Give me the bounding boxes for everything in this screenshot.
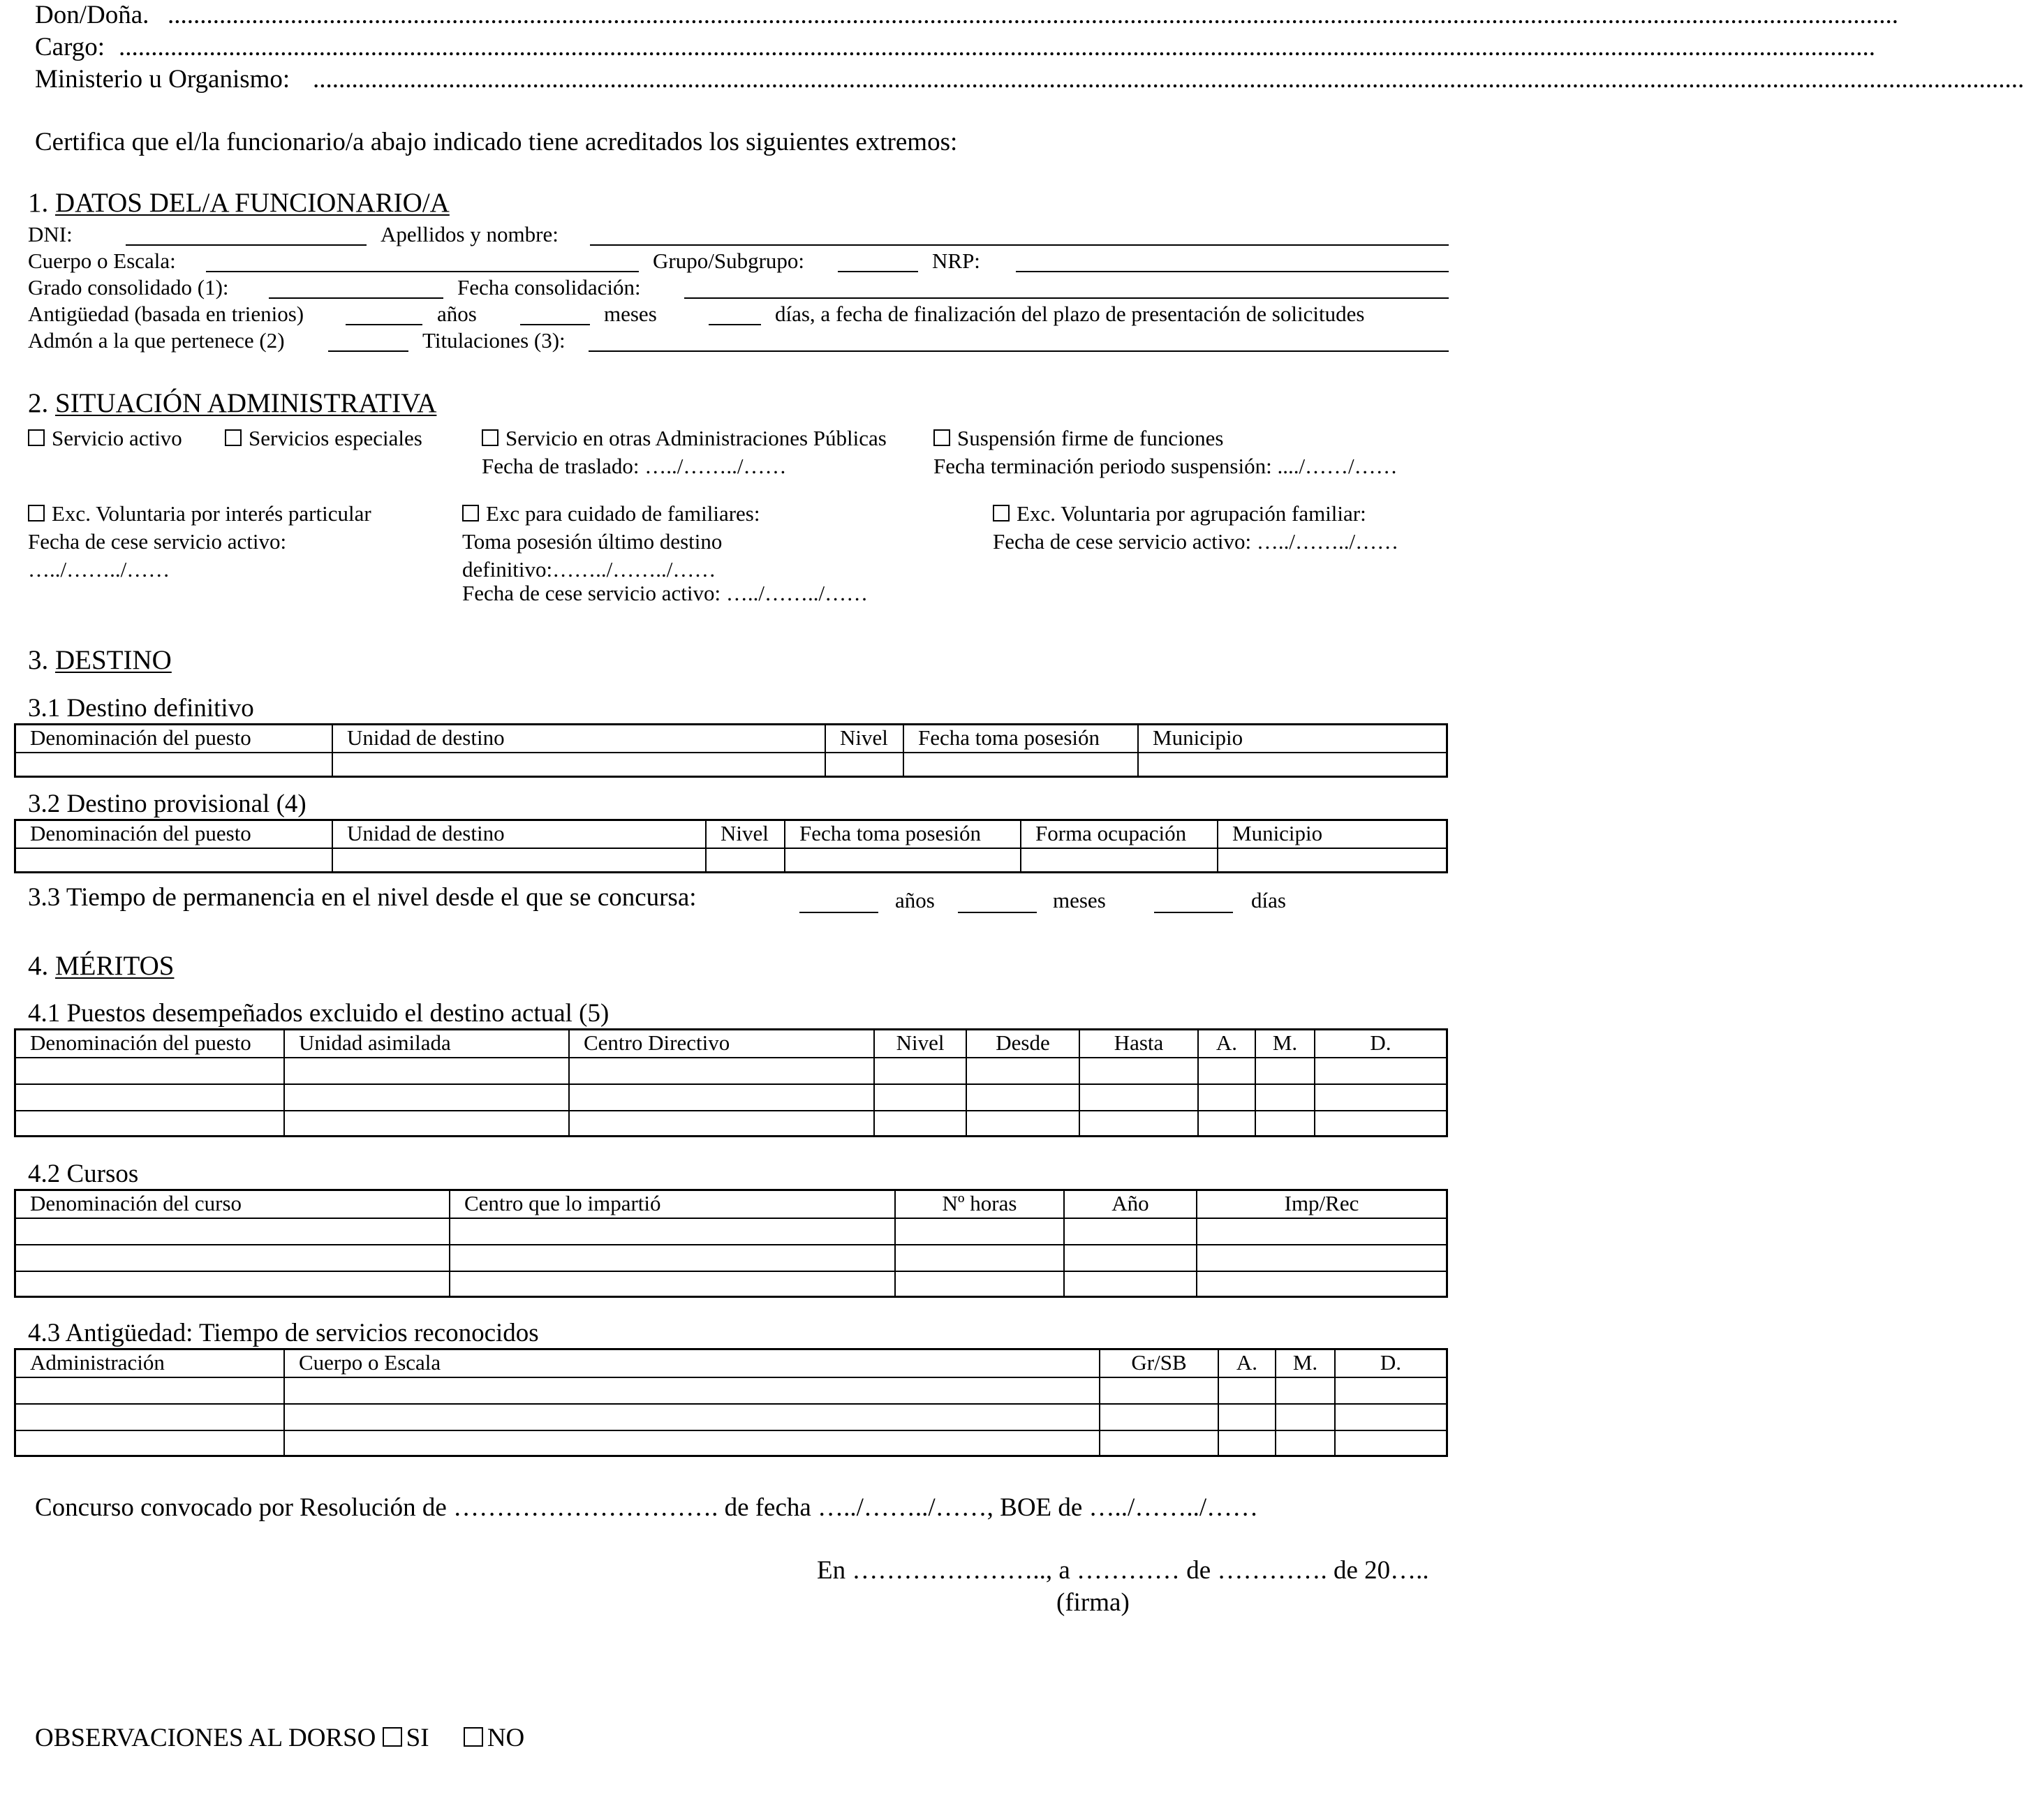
permanencia-label: 3.3 Tiempo de permanencia en el nivel desde el que se concursa:	[28, 883, 697, 912]
header-cell: M.	[1255, 1030, 1314, 1057]
table-cell[interactable]	[332, 849, 705, 871]
table-cell[interactable]	[16, 849, 332, 871]
table-cell[interactable]	[1275, 1405, 1334, 1430]
table-cell[interactable]	[966, 1111, 1079, 1135]
fecha-cese-2: Fecha de cese servicio activo: …../……../……	[462, 581, 869, 605]
table-header-row	[16, 1030, 1446, 1057]
destino-definitivo-title: 3.1 Destino definitivo	[28, 694, 254, 723]
dni-label: DNI:	[28, 222, 73, 246]
table-row[interactable]	[16, 1244, 1446, 1271]
header-cell: A.	[1218, 1350, 1275, 1377]
table-cell[interactable]	[1255, 1085, 1314, 1110]
don-label: Don/Doña.	[35, 1, 149, 29]
table-cell[interactable]	[1063, 1272, 1196, 1296]
table-cell[interactable]	[894, 1219, 1063, 1244]
table-cell[interactable]	[332, 753, 825, 776]
fecha-cese-1: Fecha de cese servicio activo:	[28, 529, 287, 554]
table-cell[interactable]	[449, 1272, 894, 1296]
suspension-option[interactable]: Suspensión firme de funciones	[933, 426, 1223, 451]
table-cell[interactable]	[283, 1405, 1099, 1430]
table-cell[interactable]	[1334, 1378, 1446, 1403]
lugar-fecha: En ………………….., a ………… de …………. de 20…..	[817, 1556, 1429, 1585]
table-cell[interactable]	[1099, 1378, 1218, 1403]
table-cell[interactable]	[449, 1219, 894, 1244]
apellidos-label: Apellidos y nombre:	[381, 222, 559, 246]
si-option[interactable]: SI	[383, 1724, 429, 1752]
antiguedad-table	[14, 1348, 1448, 1457]
header-cell: Unidad de destino	[332, 821, 705, 848]
antiguedad-label: Antigüedad (basada en trienios)	[28, 302, 304, 326]
table-cell[interactable]	[1218, 1431, 1275, 1455]
servicios-especiales-option[interactable]: Servicios especiales	[225, 426, 422, 451]
observaciones	[35, 1723, 524, 1753]
ministerio-field[interactable]: .........................................................................................................................................................................................................................................................................	[313, 65, 2024, 94]
table-row[interactable]	[16, 1110, 1446, 1135]
table-cell[interactable]	[825, 753, 903, 776]
table-cell[interactable]	[16, 1245, 449, 1271]
header-cell: Municipio	[1217, 821, 1446, 848]
table-cell[interactable]	[1197, 1058, 1255, 1083]
fecha-cese-1-value: …../……../……	[28, 557, 170, 582]
table-cell[interactable]	[1314, 1058, 1446, 1083]
header-cell: Centro que lo impartió	[449, 1191, 894, 1218]
checkbox-icon[interactable]	[383, 1727, 402, 1747]
table-cell[interactable]	[873, 1085, 966, 1110]
table-header-row	[16, 1350, 1446, 1377]
table-cell[interactable]	[966, 1058, 1079, 1083]
table-cell[interactable]	[1334, 1405, 1446, 1430]
cursos-table	[14, 1189, 1448, 1298]
antiguedad-dias-field[interactable]	[709, 324, 761, 325]
admon-label: Admón a la que pertenece (2)	[28, 328, 285, 353]
table-row[interactable]	[16, 1057, 1446, 1083]
table-cell[interactable]	[784, 849, 1020, 871]
header-cell: Denominación del curso	[30, 1191, 242, 1215]
header-cell: D.	[1314, 1030, 1446, 1057]
table-row[interactable]	[16, 752, 1446, 776]
table-cell[interactable]	[449, 1245, 894, 1271]
puestos-table	[14, 1028, 1448, 1137]
table-cell[interactable]	[873, 1111, 966, 1135]
header-cell: A.	[1197, 1030, 1255, 1057]
puestos-title: 4.1 Puestos desempeñados excluido el destino actual (5)	[28, 999, 610, 1028]
table-cell[interactable]	[1197, 1085, 1255, 1110]
checkbox-icon[interactable]	[28, 429, 45, 446]
header-cell: Nivel	[825, 725, 903, 752]
table-cell[interactable]	[894, 1272, 1063, 1296]
toma-posesion: Toma posesión último destino	[462, 529, 723, 554]
table-cell[interactable]	[1099, 1405, 1218, 1430]
table-row[interactable]	[16, 1403, 1446, 1430]
fecha-terminacion: Fecha terminación periodo suspensión: ..../……/……	[933, 454, 1398, 478]
checkbox-icon[interactable]	[993, 505, 1010, 521]
certifica-text: Certifica que el/la funcionario/a abajo indicado tiene acreditados los siguientes extremos:	[35, 128, 958, 156]
table-cell[interactable]	[1079, 1085, 1197, 1110]
exc-interes-option[interactable]: Exc. Voluntaria por interés particular	[28, 501, 371, 526]
destino-provisional-table	[14, 819, 1448, 873]
table-cell[interactable]	[1275, 1378, 1334, 1403]
table-cell[interactable]	[1079, 1058, 1197, 1083]
admon-field[interactable]	[328, 350, 408, 352]
header-cell: Cuerpo o Escala	[283, 1350, 1099, 1377]
table-header-row	[16, 1191, 1446, 1218]
antiguedad-dias-label: días, a fecha de finalización del plazo de presentación de solicitudes	[775, 302, 1365, 326]
permanencia-dias-label: días	[1251, 888, 1286, 912]
table-cell[interactable]	[1197, 1111, 1255, 1135]
antiguedad-title: 4.3 Antigüedad: Tiempo de servicios reconocidos	[28, 1319, 539, 1347]
table-cell[interactable]	[894, 1245, 1063, 1271]
table-cell[interactable]	[1255, 1058, 1314, 1083]
table-cell[interactable]	[568, 1058, 873, 1083]
antiguedad-meses-label: meses	[604, 302, 657, 326]
header-cell: Fecha toma posesión	[784, 821, 1020, 848]
servicio-otras-option[interactable]: Servicio en otras Administraciones Públicas	[482, 426, 887, 451]
table-row[interactable]	[16, 1271, 1446, 1296]
table-header-row	[16, 821, 1446, 848]
definitivo: definitivo:……../……../……	[462, 557, 716, 582]
exc-cuidado-option[interactable]: Exc para cuidado de familiares:	[462, 501, 760, 526]
table-cell[interactable]	[16, 1219, 449, 1244]
cargo-label: Cargo:	[35, 33, 105, 61]
table-cell[interactable]	[1217, 849, 1446, 871]
table-cell[interactable]	[16, 1058, 283, 1083]
fecha-traslado: Fecha de traslado: …../……../……	[482, 454, 787, 478]
table-cell[interactable]	[16, 1272, 449, 1296]
header-cell: Centro Directivo	[568, 1030, 873, 1057]
header-cell: Fecha toma posesión	[903, 725, 1137, 752]
table-cell[interactable]	[1218, 1378, 1275, 1403]
header-cell: Denominación del puesto	[30, 821, 251, 845]
table-cell[interactable]	[1218, 1405, 1275, 1430]
destino-provisional-title: 3.2 Destino provisional (4)	[28, 790, 306, 818]
section-2-heading: 2. SITUACIÓN ADMINISTRATIVA	[28, 388, 437, 418]
table-cell[interactable]	[16, 1431, 283, 1455]
nrp-field[interactable]	[1016, 271, 1449, 272]
table-cell[interactable]	[283, 1085, 568, 1110]
header-cell: Unidad asimilada	[283, 1030, 568, 1057]
table-cell[interactable]	[283, 1431, 1099, 1455]
header-cell: Desde	[966, 1030, 1079, 1057]
cursos-title: 4.2 Cursos	[28, 1160, 139, 1188]
apellidos-field[interactable]	[590, 244, 1449, 246]
header-cell: Municipio	[1137, 725, 1446, 752]
table-row[interactable]	[16, 1218, 1446, 1244]
checkbox-icon[interactable]	[464, 1727, 483, 1747]
antiguedad-anos-field[interactable]	[346, 324, 422, 325]
header-cell: Imp/Rec	[1196, 1191, 1446, 1218]
ministerio-label: Ministerio u Organismo:	[35, 65, 290, 94]
table-cell[interactable]	[283, 1058, 568, 1083]
section-3-heading: 3. DESTINO	[28, 645, 172, 675]
table-cell[interactable]	[1079, 1111, 1197, 1135]
nrp-label: NRP:	[932, 249, 980, 273]
table-cell[interactable]	[1255, 1111, 1314, 1135]
table-cell[interactable]	[283, 1378, 1099, 1403]
table-cell[interactable]	[568, 1111, 873, 1135]
table-cell[interactable]	[1334, 1431, 1446, 1455]
servicio-activo-option[interactable]: Servicio activo	[28, 426, 182, 451]
table-cell[interactable]	[1196, 1272, 1446, 1296]
section-4-heading: 4. MÉRITOS	[28, 951, 175, 981]
checkbox-icon[interactable]	[482, 429, 498, 446]
table-cell[interactable]	[16, 753, 332, 776]
table-cell[interactable]	[1063, 1245, 1196, 1271]
cuerpo-field[interactable]	[206, 271, 639, 272]
checkbox-icon[interactable]	[28, 505, 45, 521]
grupo-field[interactable]	[838, 271, 918, 272]
table-row[interactable]	[16, 1083, 1446, 1110]
dni-field[interactable]	[126, 244, 367, 246]
permanencia-meses-field[interactable]	[958, 912, 1037, 913]
header-cell: Año	[1063, 1191, 1196, 1218]
header-cell: Denominación del puesto	[30, 725, 251, 750]
header-cell: Unidad de destino	[332, 725, 825, 752]
table-cell[interactable]	[1314, 1085, 1446, 1110]
cargo-field[interactable]: ................................................................................................................................................................................................................................................................................	[119, 33, 1875, 61]
titulaciones-field[interactable]	[589, 350, 1449, 352]
header-cell: Nivel	[705, 821, 784, 848]
header-cell: Forma ocupación	[1020, 821, 1217, 848]
table-cell[interactable]	[16, 1378, 283, 1403]
table-cell[interactable]	[16, 1405, 283, 1430]
table-cell[interactable]	[1099, 1431, 1218, 1455]
table-cell[interactable]	[568, 1085, 873, 1110]
table-cell[interactable]	[705, 849, 784, 871]
firma-label: (firma)	[1056, 1588, 1130, 1617]
grupo-label: Grupo/Subgrupo:	[653, 249, 804, 273]
header-cell: D.	[1334, 1350, 1446, 1377]
grado-label: Grado consolidado (1):	[28, 275, 229, 299]
table-row[interactable]	[16, 1377, 1446, 1403]
cuerpo-label: Cuerpo o Escala:	[28, 249, 176, 273]
permanencia-dias-field[interactable]	[1154, 912, 1233, 913]
permanencia-meses-label: meses	[1053, 888, 1106, 912]
table-cell[interactable]	[1275, 1431, 1334, 1455]
header-cell: Administración	[30, 1350, 165, 1375]
titulaciones-label: Titulaciones (3):	[422, 328, 566, 353]
header-cell: Nº horas	[894, 1191, 1063, 1218]
permanencia-anos-field[interactable]	[799, 912, 878, 913]
header-cell: M.	[1275, 1350, 1334, 1377]
table-cell[interactable]	[16, 1085, 283, 1110]
table-cell[interactable]	[1196, 1219, 1446, 1244]
header-cell: Denominación del puesto	[30, 1030, 251, 1055]
table-row[interactable]	[16, 1430, 1446, 1455]
antiguedad-anos-label: años	[437, 302, 477, 326]
exc-agrupacion-option[interactable]: Exc. Voluntaria por agrupación familiar:	[993, 501, 1366, 526]
table-header-row	[16, 725, 1446, 752]
table-cell[interactable]	[1137, 753, 1446, 776]
table-cell[interactable]	[873, 1058, 966, 1083]
table-cell[interactable]	[903, 753, 1137, 776]
fecha-consolidacion-label: Fecha consolidación:	[457, 275, 641, 299]
table-cell[interactable]	[966, 1085, 1079, 1110]
fecha-consolidacion-field[interactable]	[684, 297, 1449, 299]
table-cell[interactable]	[1314, 1111, 1446, 1135]
table-cell[interactable]	[1020, 849, 1217, 871]
table-cell[interactable]	[283, 1111, 568, 1135]
concurso-text: Concurso convocado por Resolución de …………………………. de fecha …../……../……, BOE de …../……../……	[35, 1493, 1259, 1522]
fecha-cese-3: Fecha de cese servicio activo: …../……../……	[993, 529, 1399, 554]
table-cell[interactable]	[1196, 1245, 1446, 1271]
table-cell[interactable]	[1063, 1219, 1196, 1244]
don-field[interactable]: ............................................................................................................................................................................................................................................................................	[168, 1, 1898, 29]
header-cell: Gr/SB	[1099, 1350, 1218, 1377]
permanencia-anos-label: años	[895, 888, 935, 912]
header-cell: Nivel	[873, 1030, 966, 1057]
section-1-heading: 1. DATOS DEL/A FUNCIONARIO/A	[28, 188, 450, 218]
destino-definitivo-table	[14, 723, 1448, 778]
checkbox-icon[interactable]	[462, 505, 479, 521]
checkbox-icon[interactable]	[933, 429, 950, 446]
header-cell: Hasta	[1079, 1030, 1197, 1057]
table-cell[interactable]	[16, 1111, 283, 1135]
grado-field[interactable]	[269, 297, 443, 299]
checkbox-icon[interactable]	[225, 429, 242, 446]
observaciones-label: OBSERVACIONES AL DORSO	[35, 1724, 376, 1752]
no-option[interactable]: NO	[464, 1724, 524, 1752]
table-row[interactable]	[16, 848, 1446, 871]
antiguedad-meses-field[interactable]	[520, 324, 590, 325]
